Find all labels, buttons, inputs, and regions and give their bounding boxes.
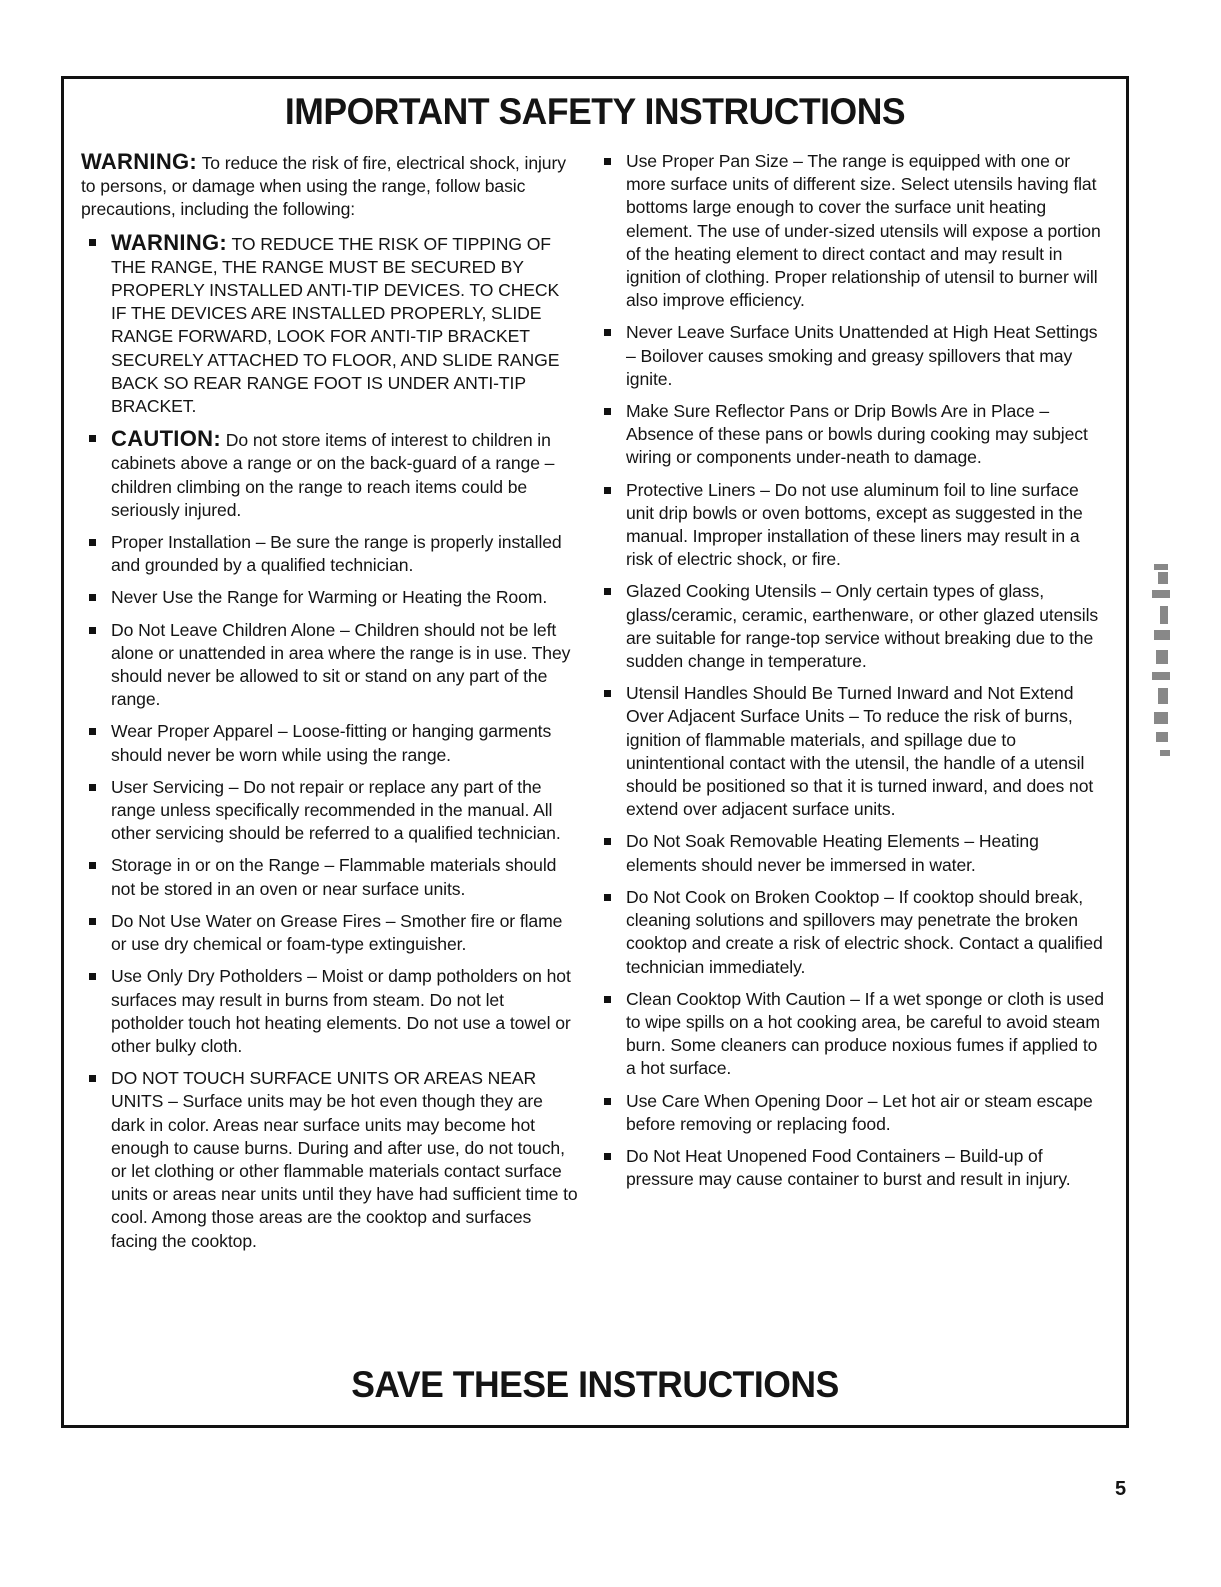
instruction-item — [596, 400, 1108, 470]
bullet-square-icon — [604, 1098, 611, 1105]
bullet-square-icon — [604, 838, 611, 845]
item-text: Do Not Use Water on Grease Fires – Smother fire or flame or use dry chemical or foam-type extinguisher. — [111, 910, 563, 955]
bullet-square-icon — [604, 588, 611, 595]
item-text: Do not store items of interest to children in cabinets above a range or on the back-guard of a range – children climbing on the range to reach items could be seriously injured. — [111, 430, 555, 520]
instruction-item — [596, 830, 1108, 876]
bullet-square-icon — [604, 894, 611, 901]
instruction-item — [81, 1067, 579, 1253]
intro-paragraph — [81, 150, 579, 222]
item-keyword: WARNING: — [111, 229, 228, 255]
item-text: Protective Liners – Do not use aluminum foil to line surface unit drip bowls or oven bottoms, except as suggested in the manual. Improper installation of these liners may result in a risk of electric shock, or fire. — [626, 479, 1083, 570]
bullet-square-icon — [89, 728, 96, 735]
instruction-item — [81, 586, 579, 609]
item-text: Do Not Cook on Broken Cooktop – If cooktop should break, cleaning solutions and spillovers may penetrate the broken cooktop and create a risk of electric shock. Contact a qualified technician immediately. — [626, 886, 1103, 977]
right-instruction-list — [596, 150, 1108, 1191]
instruction-item — [81, 231, 579, 419]
bullet-square-icon — [604, 329, 611, 336]
instruction-item — [81, 910, 579, 956]
item-text: Do Not Heat Unopened Food Containers – Build-up of pressure may cause container to burst and result in injury. — [626, 1145, 1071, 1190]
instruction-item — [81, 531, 579, 577]
bullet-square-icon — [89, 594, 96, 601]
instruction-item — [596, 1145, 1108, 1191]
instruction-item — [81, 776, 579, 846]
item-text: TO REDUCE THE RISK OF TIPPING OF THE RANGE, THE RANGE MUST BE SECURED BY PROPERLY INSTALLED ANTI-TIP DEVICES. TO CHECK IF THE DEVICES ARE INSTALLED PROPERLY, SLIDE RANGE FORWARD, LOOK FOR ANTI-TIP BRACKET SECURELY ATTACHED TO FLOOR, AND SLIDE RANGE BACK SO REAR RANGE FOOT IS UNDER ANTI-TIP BRACKET. — [111, 233, 560, 417]
item-text: Never Use the Range for Warming or Heating the Room. — [111, 587, 548, 608]
intro-warning-keyword: WARNING: — [81, 149, 198, 174]
bullet-square-icon — [89, 1075, 96, 1082]
item-text: Utensil Handles Should Be Turned Inward and Not Extend Over Adjacent Surface Units – To reduce the risk of burns, ignition of flammable materials, and spillage due to unintentional contact with the utensil, the handle of a utensil should be positioned so that it is turned inward, and does not extend over adjacent surface units. — [626, 683, 1094, 820]
item-text: Do Not Soak Removable Heating Elements – Heating elements should never be immersed in water. — [626, 831, 1039, 875]
page-number: 5 — [1115, 1478, 1127, 1500]
page-title: IMPORTANT SAFETY INSTRUCTIONS — [284, 91, 906, 132]
instruction-item — [596, 580, 1108, 673]
instruction-item — [81, 427, 579, 522]
item-text: User Servicing – Do not repair or replace any part of the range unless specifically recommended in the manual. All other servicing should be referred to a qualified technician. — [111, 776, 561, 844]
intro-text: To reduce the risk of fire, electrical shock, injury to persons, or damage when using the range, follow basic precautions, including the following: — [81, 153, 566, 220]
instruction-item — [81, 619, 579, 712]
bullet-square-icon — [604, 158, 611, 165]
item-text: DO NOT TOUCH SURFACE UNITS OR AREAS NEAR UNITS – Surface units may be hot even though they are dark in color. Areas near surface units may become hot enough to cause burns. During and after use, do not touch, or let clothing or other flammable materials contact surface units or areas near units until they have had sufficient time to cool. Among those areas are the cooktop and surfaces facing the cooktop. — [111, 1068, 578, 1251]
bullet-square-icon — [89, 784, 96, 791]
left-instruction-list — [81, 231, 579, 1253]
bullet-square-icon — [604, 487, 611, 494]
item-text: Use Only Dry Potholders – Moist or damp potholders on hot surfaces may result in burns from steam. Do not let potholder touch hot heating elements. Do not use a towel or other bulky cloth. — [111, 966, 571, 1056]
bullet-square-icon — [604, 996, 611, 1003]
item-text: Never Leave Surface Units Unattended at High Heat Settings – Boilover causes smoking and greasy spillovers that may ignite. — [626, 322, 1098, 389]
bullet-square-icon — [89, 239, 96, 246]
item-text: Glazed Cooking Utensils – Only certain types of glass, glass/ceramic, ceramic, earthenware, or other glazed utensils are suitable for range-top service without breaking due to the sudden change in temperature. — [626, 581, 1099, 672]
bullet-square-icon — [89, 627, 96, 634]
instruction-item — [596, 150, 1108, 312]
bullet-square-icon — [89, 918, 96, 925]
instruction-item — [81, 720, 579, 766]
item-text: Use Care When Opening Door – Let hot air or steam escape before removing or replacing food. — [626, 1090, 1093, 1134]
instructions-box — [61, 76, 1129, 1428]
bullet-square-icon — [604, 408, 611, 415]
bullet-square-icon — [89, 973, 96, 980]
item-text: Proper Installation – Be sure the range is properly installed and grounded by a qualified technician. — [111, 532, 562, 576]
item-text: Clean Cooktop With Caution – If a wet sponge or cloth is used to wipe spills on a hot cooking area, be careful to avoid steam burn. Some cleaners can produce noxious fumes if applied to a hot surface. — [626, 988, 1104, 1079]
item-keyword: CAUTION: — [111, 426, 221, 452]
instruction-item — [596, 682, 1108, 821]
instruction-item — [596, 988, 1108, 1081]
bullet-square-icon — [89, 539, 96, 546]
instruction-item — [81, 965, 579, 1058]
instruction-item — [596, 886, 1108, 979]
bullet-square-icon — [604, 1153, 611, 1160]
save-instructions-heading: SAVE THESE INSTRUCTIONS — [351, 1364, 839, 1405]
item-text: Wear Proper Apparel – Loose-fitting or hanging garments should never be worn while using the range. — [111, 721, 552, 765]
item-text: Make Sure Reflector Pans or Drip Bowls Are in Place – Absence of these pans or bowls during cooking may subject wiring or components under-neath to damage. — [626, 401, 1088, 468]
bullet-square-icon — [89, 435, 96, 442]
instruction-item — [596, 1090, 1108, 1136]
item-text: Do Not Leave Children Alone – Children should not be left alone or unattended in area where the range is in use. They should never be allowed to sit or stand on any part of the range. — [111, 619, 571, 710]
instruction-item — [596, 479, 1108, 572]
item-text: Use Proper Pan Size – The range is equipped with one or more surface units of different size. Select utensils having flat bottoms large enough to cover the surface unit heating element. The use of under-sized utensils will expose a portion of the heating element to direct contact and may result in ignition of clothing. Proper relationship of utensil to burner will also improve efficiency. — [626, 151, 1101, 311]
left-column — [81, 150, 579, 1262]
bullet-square-icon — [604, 690, 611, 697]
scan-artifact-marks — [1148, 562, 1184, 772]
instruction-item — [596, 321, 1108, 391]
bullet-square-icon — [89, 862, 96, 869]
item-text: Storage in or on the Range – Flammable materials should not be stored in an oven or near surface units. — [111, 855, 557, 899]
instruction-item — [81, 854, 579, 900]
right-column — [596, 150, 1108, 1200]
